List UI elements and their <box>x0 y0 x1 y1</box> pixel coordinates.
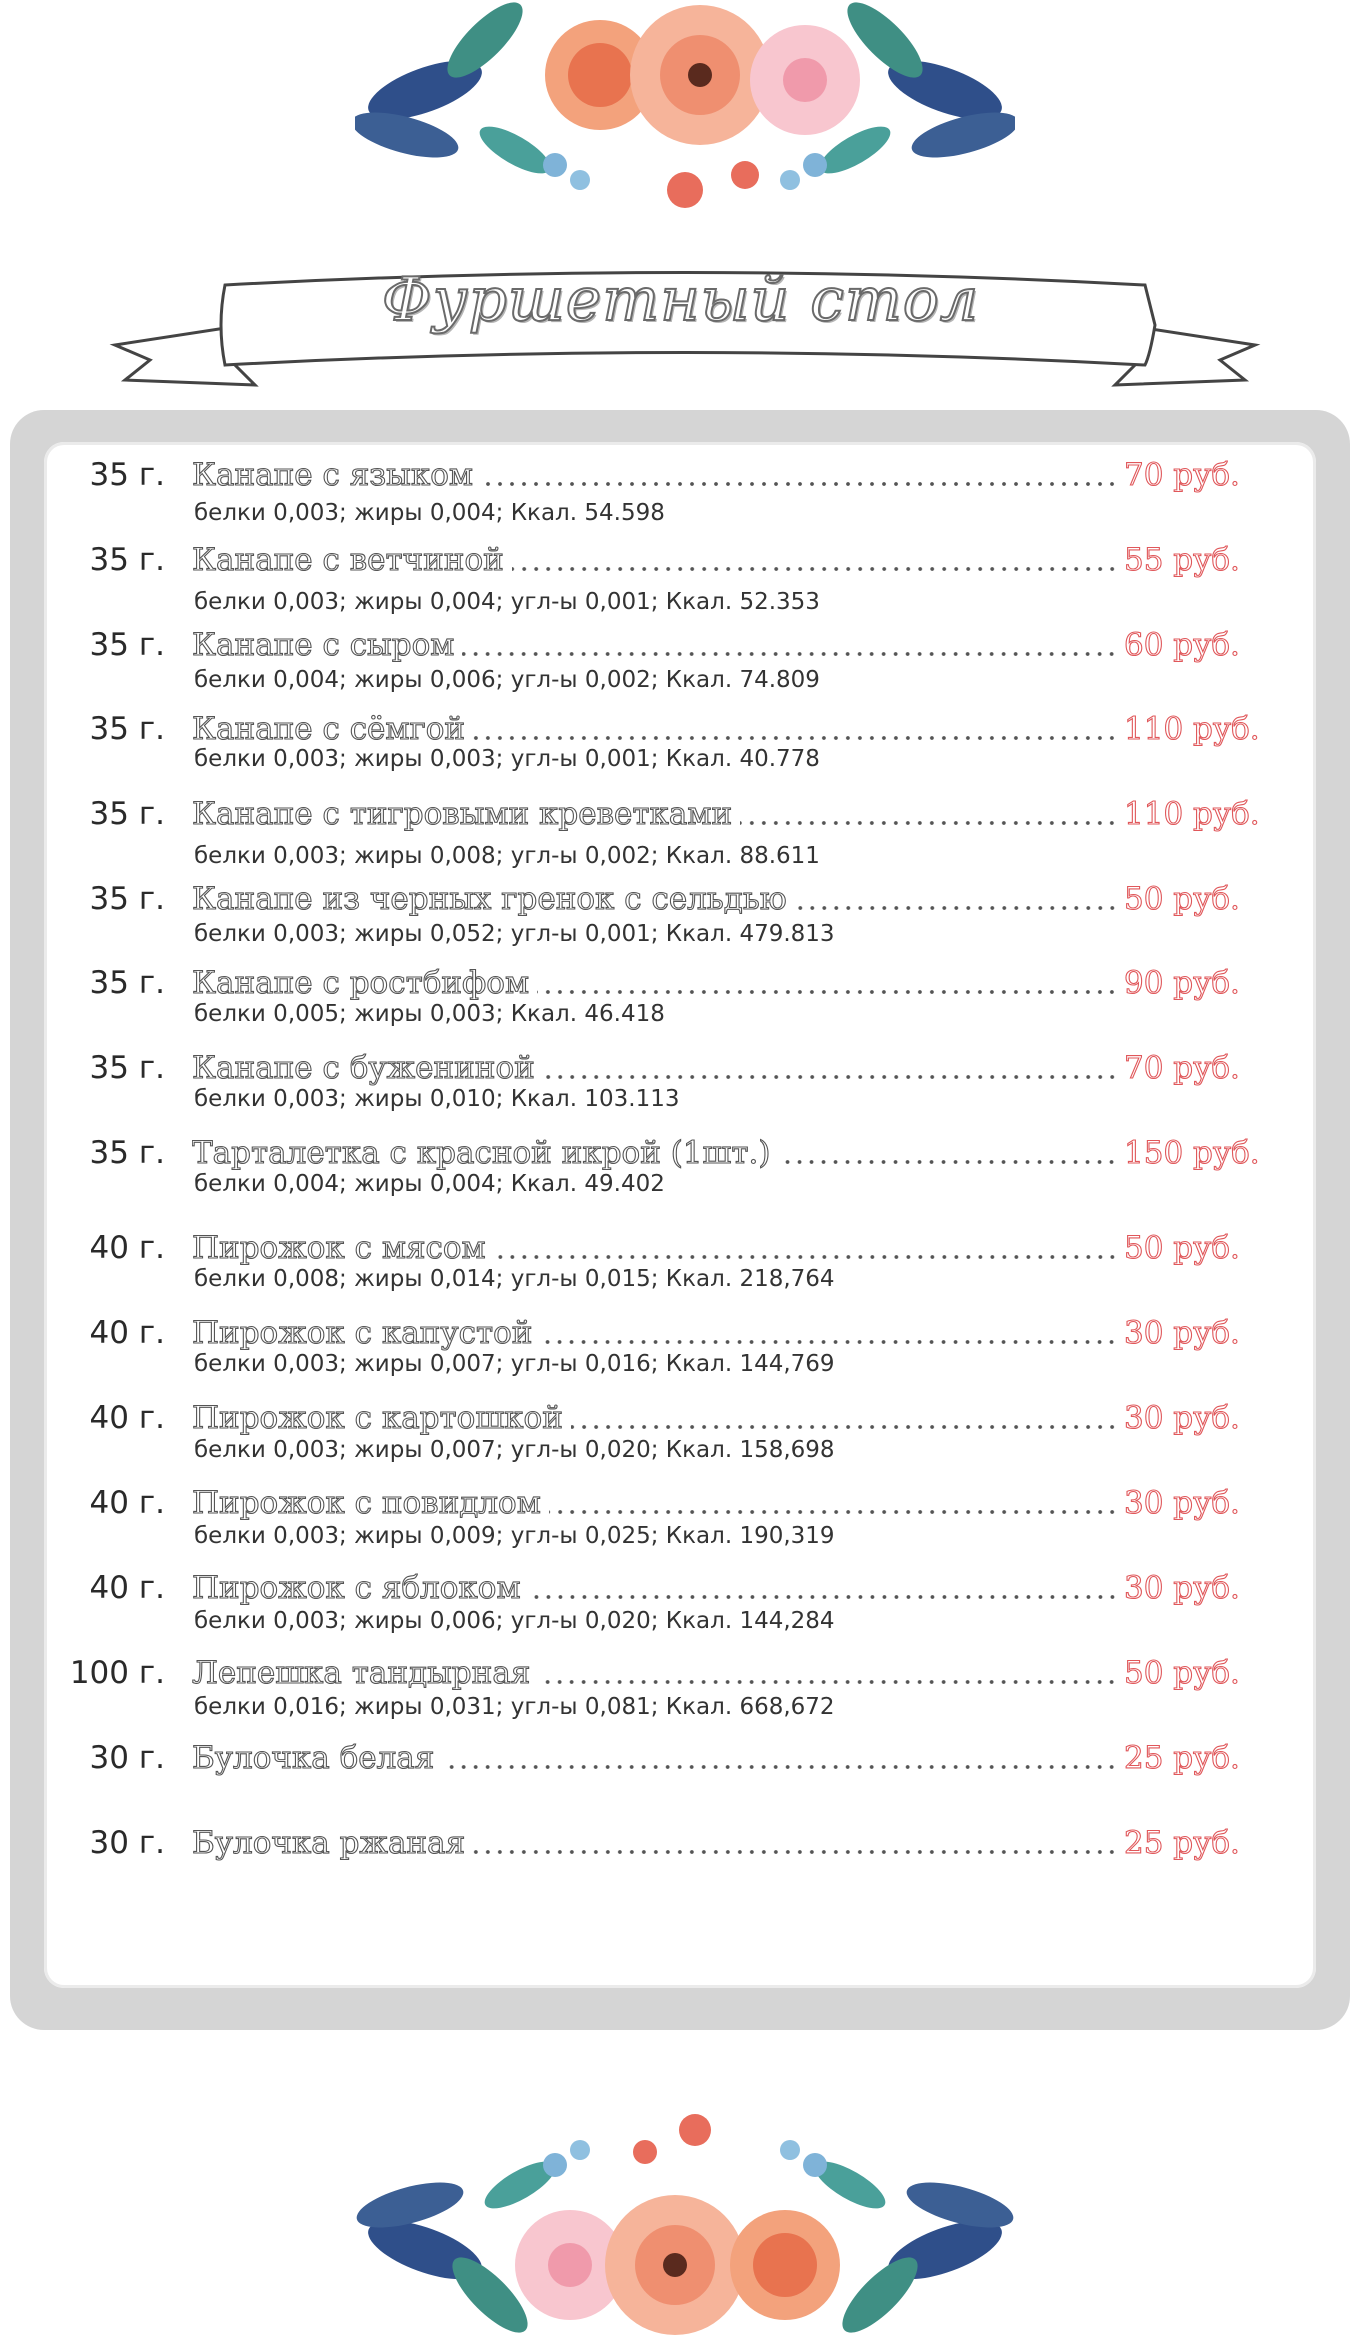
item-nutrition: белки 0,003; жиры 0,052; угл-ы 0,001; Ккал. 479.813 <box>194 921 835 947</box>
item-weight: 40 г. <box>89 1400 165 1436</box>
item-name: Пирожок с яблоком <box>192 1570 521 1606</box>
item-name: Лепешка тандырная <box>192 1655 531 1691</box>
item-weight: 35 г. <box>89 881 165 917</box>
item-price: 90 руб. <box>1124 965 1240 1001</box>
item-nutrition: белки 0,005; жиры 0,003; Ккал. 46.418 <box>194 1001 665 1027</box>
item-name: Тарталетка с красной икрой (1шт.) <box>192 1135 771 1171</box>
dot-leader <box>512 564 1118 574</box>
item-price: 25 руб. <box>1124 1740 1240 1776</box>
item-name: Канапе с языком <box>192 457 473 493</box>
floral-decoration-bottom <box>355 2090 1015 2339</box>
menu-item <box>0 960 1361 1040</box>
item-weight: 30 г. <box>89 1825 165 1861</box>
item-price: 30 руб. <box>1124 1485 1240 1521</box>
item-nutrition: белки 0,003; жиры 0,003; угл-ы 0,001; Ккал. 40.778 <box>194 746 820 772</box>
dot-leader <box>494 1252 1118 1262</box>
item-name: Пирожок с повидлом <box>192 1485 541 1521</box>
item-weight: 35 г. <box>89 1135 165 1171</box>
item-weight: 40 г. <box>89 1315 165 1351</box>
dot-leader <box>571 1422 1118 1432</box>
item-price: 30 руб. <box>1124 1570 1240 1606</box>
item-weight: 35 г. <box>89 711 165 747</box>
item-nutrition: белки 0,003; жиры 0,007; угл-ы 0,020; Ккал. 158,698 <box>194 1437 835 1463</box>
item-nutrition: белки 0,003; жиры 0,008; угл-ы 0,002; Ккал. 88.611 <box>194 843 820 869</box>
item-name: Пирожок с капустой <box>192 1315 533 1351</box>
menu-item <box>0 1130 1361 1210</box>
dot-leader <box>537 987 1118 997</box>
item-nutrition: белки 0,003; жиры 0,009; угл-ы 0,025; Ккал. 190,319 <box>194 1523 835 1549</box>
dot-leader <box>462 649 1118 659</box>
item-weight: 35 г. <box>89 796 165 832</box>
item-weight: 100 г. <box>69 1655 165 1691</box>
item-name: Канапе с ростбифом <box>192 965 530 1001</box>
item-nutrition: белки 0,008; жиры 0,014; угл-ы 0,015; Ккал. 218,764 <box>194 1266 835 1292</box>
item-name: Канапе с сёмгой <box>192 711 466 747</box>
item-weight: 40 г. <box>89 1485 165 1521</box>
item-price: 110 руб. <box>1124 711 1260 747</box>
item-price: 25 руб. <box>1124 1825 1240 1861</box>
menu-item <box>0 1045 1361 1125</box>
menu-item <box>0 452 1361 532</box>
item-name: Канапе из черных гренок с сельдью <box>192 881 787 917</box>
dot-leader <box>540 1337 1118 1347</box>
menu-item <box>0 791 1361 871</box>
dot-leader <box>538 1677 1118 1687</box>
item-name: Канапе с ветчиной <box>192 542 504 578</box>
item-price: 50 руб. <box>1124 1655 1240 1691</box>
item-nutrition: белки 0,004; жиры 0,006; угл-ы 0,002; Ккал. 74.809 <box>194 667 820 693</box>
item-price: 30 руб. <box>1124 1315 1240 1351</box>
menu-item <box>0 1735 1361 1815</box>
item-name: Канапе с тигровыми креветками <box>192 796 733 832</box>
item-weight: 35 г. <box>89 1050 165 1086</box>
item-name: Канапе с бужениной <box>192 1050 535 1086</box>
item-weight: 30 г. <box>89 1740 165 1776</box>
item-nutrition: белки 0,004; жиры 0,004; Ккал. 49.402 <box>194 1171 665 1197</box>
item-name: Булочка белая <box>192 1740 435 1776</box>
menu-item <box>0 1225 1361 1305</box>
item-name: Канапе с сыром <box>192 627 455 663</box>
item-nutrition: белки 0,016; жиры 0,031; угл-ы 0,081; Ккал. 668,672 <box>194 1694 835 1720</box>
dot-leader <box>473 733 1118 743</box>
item-nutrition: белки 0,003; жиры 0,004; угл-ы 0,001; Ккал. 52.353 <box>194 589 820 615</box>
item-nutrition: белки 0,003; жиры 0,010; Ккал. 103.113 <box>194 1086 680 1112</box>
item-price: 60 руб. <box>1124 627 1240 663</box>
menu-item <box>0 1480 1361 1560</box>
menu-item <box>0 1395 1361 1475</box>
dot-leader <box>481 479 1118 489</box>
item-price: 55 руб. <box>1124 542 1240 578</box>
item-price: 150 руб. <box>1124 1135 1260 1171</box>
item-weight: 35 г. <box>89 457 165 493</box>
dot-leader <box>543 1072 1118 1082</box>
item-name: Пирожок с мясом <box>192 1230 486 1266</box>
menu-item <box>0 706 1361 786</box>
page-title: Фуршетный стол <box>381 265 980 335</box>
item-weight: 35 г. <box>89 965 165 1001</box>
item-name: Пирожок с картошкой <box>192 1400 563 1436</box>
dot-leader <box>740 818 1118 828</box>
item-nutrition: белки 0,003; жиры 0,004; Ккал. 54.598 <box>194 500 665 526</box>
menu-item <box>0 1650 1361 1730</box>
item-price: 70 руб. <box>1124 457 1240 493</box>
item-price: 50 руб. <box>1124 1230 1240 1266</box>
dot-leader <box>473 1847 1118 1857</box>
item-price: 30 руб. <box>1124 1400 1240 1436</box>
item-name: Булочка ржаная <box>192 1825 466 1861</box>
dot-leader <box>442 1762 1118 1772</box>
item-weight: 40 г. <box>89 1570 165 1606</box>
menu-item <box>0 622 1361 702</box>
item-price: 110 руб. <box>1124 796 1260 832</box>
item-nutrition: белки 0,003; жиры 0,007; угл-ы 0,016; Ккал. 144,769 <box>194 1351 835 1377</box>
item-nutrition: белки 0,003; жиры 0,006; угл-ы 0,020; Ккал. 144,284 <box>194 1608 835 1634</box>
dot-leader <box>795 903 1118 913</box>
menu-item <box>0 1565 1361 1645</box>
dot-leader <box>529 1592 1118 1602</box>
dot-leader <box>549 1507 1118 1517</box>
item-weight: 40 г. <box>89 1230 165 1266</box>
menu-item <box>0 537 1361 617</box>
menu-item <box>0 1820 1361 1900</box>
item-price: 50 руб. <box>1124 881 1240 917</box>
menu-item <box>0 1310 1361 1390</box>
dot-leader <box>778 1157 1118 1167</box>
item-weight: 35 г. <box>89 627 165 663</box>
item-price: 70 руб. <box>1124 1050 1240 1086</box>
menu-item <box>0 876 1361 956</box>
item-weight: 35 г. <box>89 542 165 578</box>
